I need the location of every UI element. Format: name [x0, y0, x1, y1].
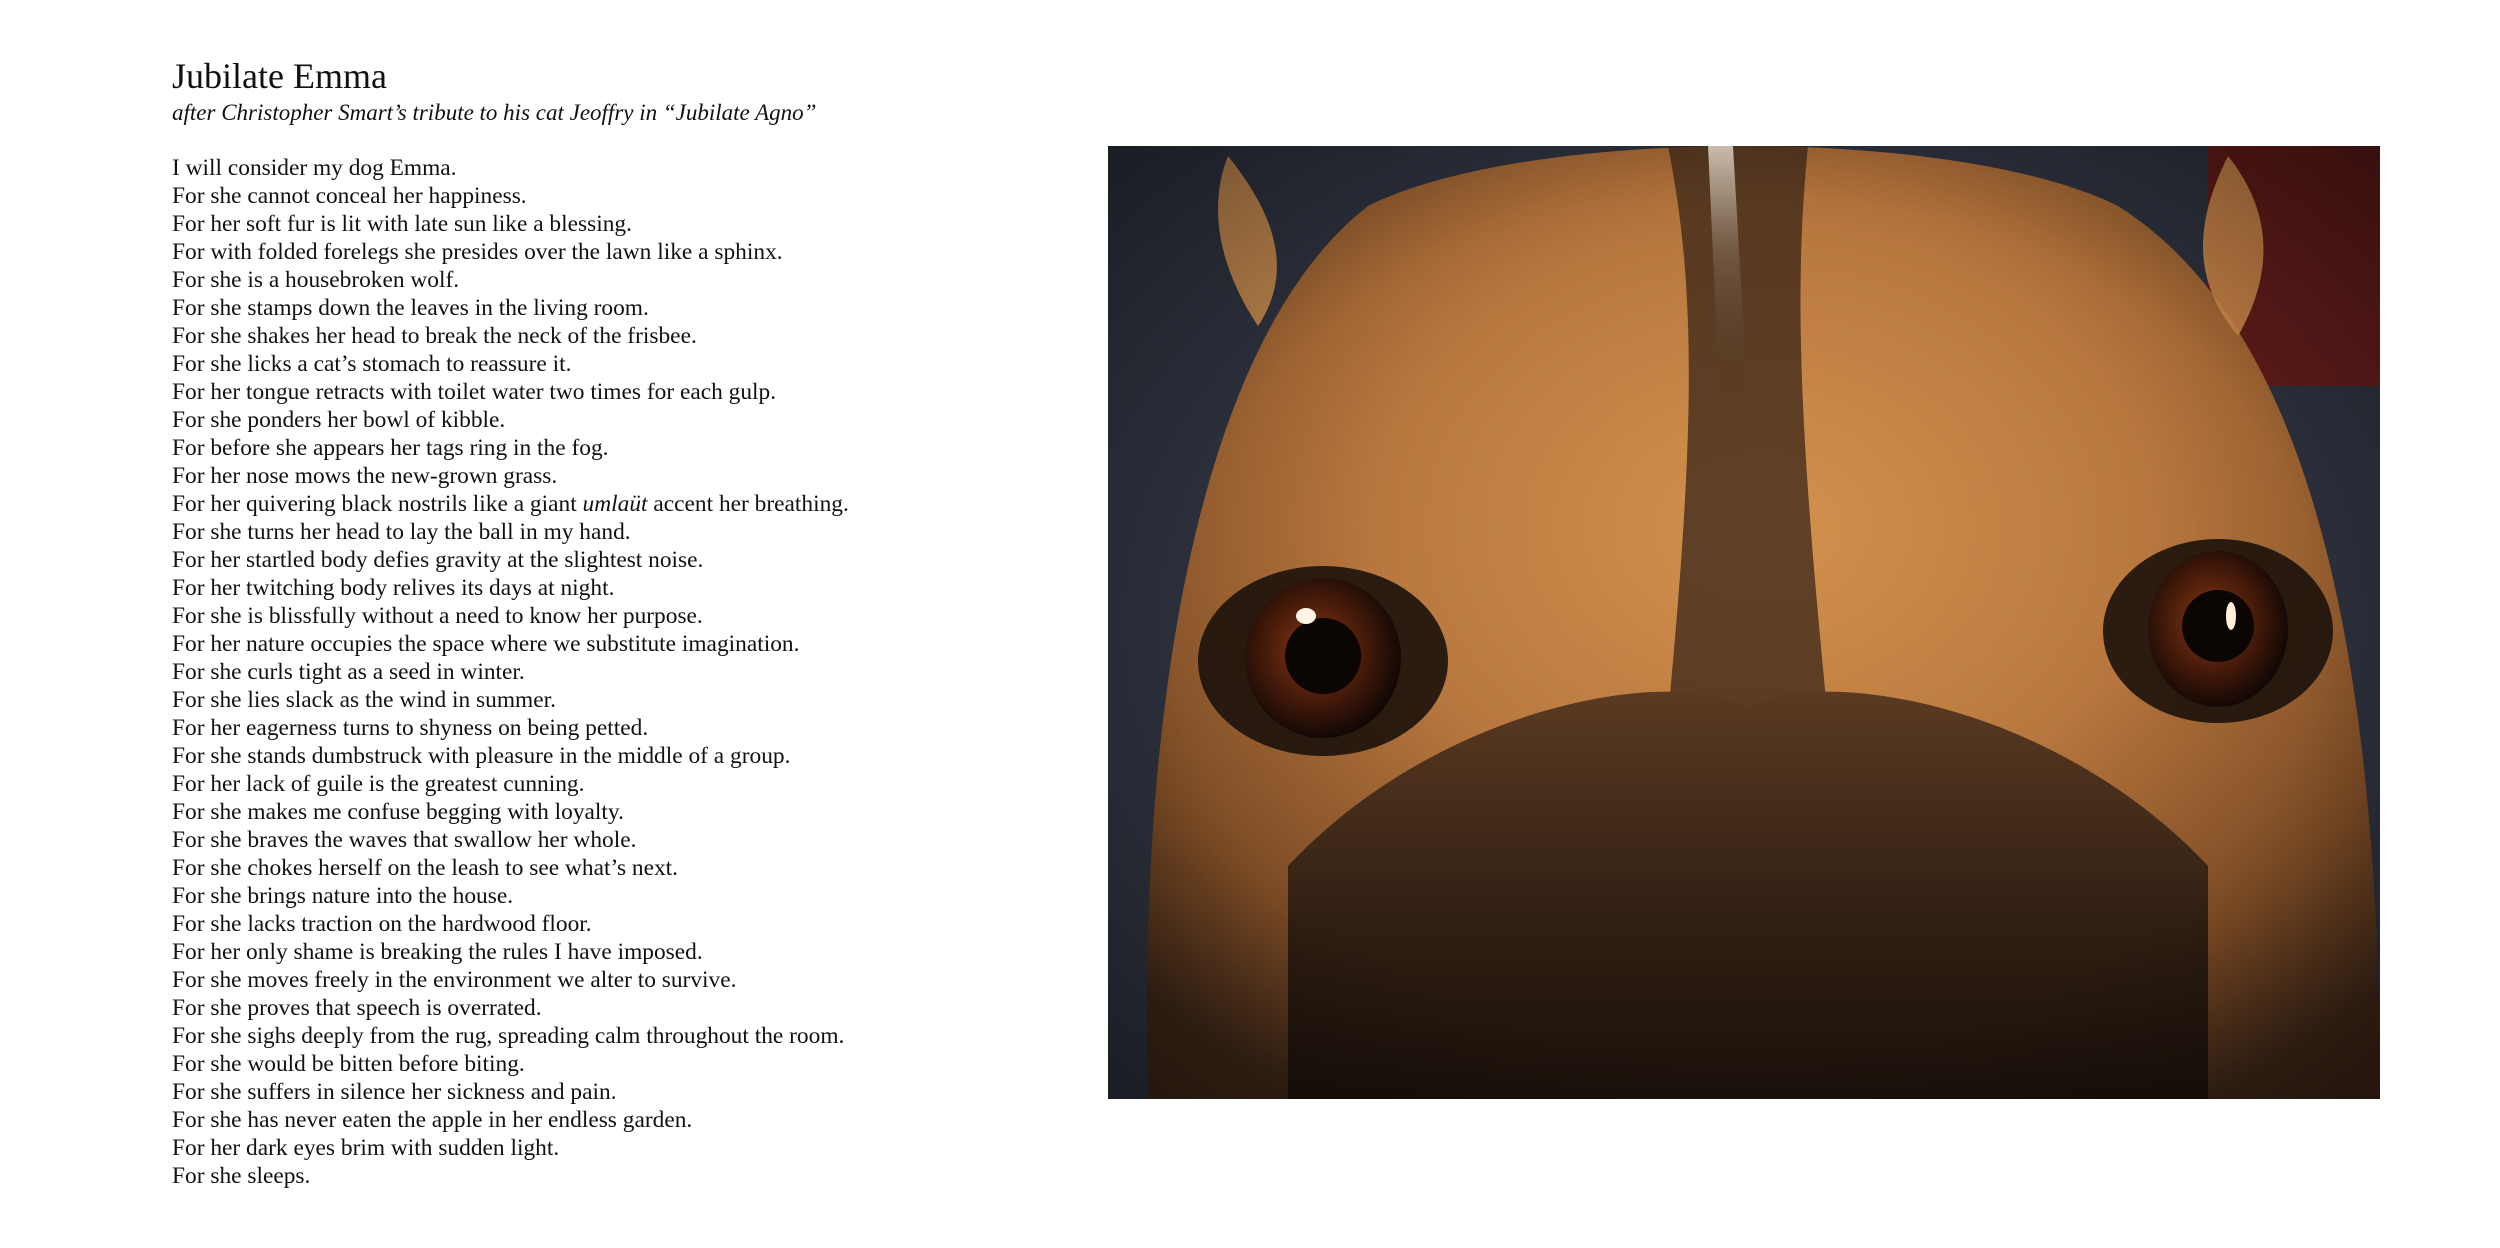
- poem-line: [172, 182, 1072, 210]
- poem-line: [172, 1106, 1072, 1134]
- poem: [172, 54, 1072, 1190]
- poem-line: [172, 686, 1072, 714]
- poem-line-text: accent her breathing.: [647, 491, 849, 517]
- poem-line: [172, 770, 1072, 798]
- poem-line-text: For she chokes herself on the leash to see what’s next.: [172, 855, 679, 881]
- poem-line-text: For she proves that speech is overrated.: [172, 995, 542, 1021]
- poem-line-text: For she ponders her bowl of kibble.: [172, 407, 506, 433]
- poem-line: [172, 1162, 1072, 1190]
- poem-line-text: For her nose mows the new-grown grass.: [172, 463, 558, 489]
- poem-line-text: For she sleeps.: [172, 1163, 311, 1189]
- poem-line: [172, 462, 1072, 490]
- poem-line-text: For her tongue retracts with toilet water two times for each gulp.: [172, 379, 777, 405]
- poem-line-text: I will consider my dog Emma.: [172, 155, 457, 181]
- poem-line-text: For she makes me confuse begging with loyalty.: [172, 799, 624, 825]
- poem-line: [172, 658, 1072, 686]
- poem-line: [172, 266, 1072, 294]
- poem-line: [172, 714, 1072, 742]
- poem-line: [172, 378, 1072, 406]
- poem-line: [172, 574, 1072, 602]
- poem-subtitle: after Christopher Smart’s tribute to his cat Jeoffry in “Jubilate Agno”: [172, 100, 817, 125]
- poem-line-text: For she has never eaten the apple in her endless garden.: [172, 1107, 693, 1133]
- poem-line-text: For her lack of guile is the greatest cunning.: [172, 771, 585, 797]
- poem-line-text: For she lacks traction on the hardwood floor.: [172, 911, 592, 937]
- poem-line-text: For with folded forelegs she presides over the lawn like a sphinx.: [172, 239, 783, 265]
- poem-line: [172, 210, 1072, 238]
- poem-line-text: For before she appears her tags ring in the fog.: [172, 435, 609, 461]
- poem-line-text: For her nature occupies the space where we substitute imagination.: [172, 631, 800, 657]
- poem-line-text: For she lies slack as the wind in summer.: [172, 687, 556, 713]
- poem-line: [172, 630, 1072, 658]
- poem-line-text: For she curls tight as a seed in winter.: [172, 659, 525, 685]
- poem-line: [172, 154, 1072, 182]
- poem-line: [172, 994, 1072, 1022]
- poem-line-text: For she braves the waves that swallow her whole.: [172, 827, 637, 853]
- poem-line-text: For her dark eyes brim with sudden light.: [172, 1135, 560, 1161]
- poem-line-text: For she moves freely in the environment we alter to survive.: [172, 967, 737, 993]
- poem-line-text: For her eagerness turns to shyness on being petted.: [172, 715, 649, 741]
- poem-line-text: For she would be bitten before biting.: [172, 1051, 525, 1077]
- poem-line-text: For her startled body defies gravity at the slightest noise.: [172, 547, 704, 573]
- poem-line-text: For she sighs deeply from the rug, spreading calm throughout the room.: [172, 1023, 845, 1049]
- poem-line-text: For her soft fur is lit with late sun like a blessing.: [172, 211, 632, 237]
- poem-line-text: For her quivering black nostrils like a giant: [172, 491, 583, 517]
- poem-line-text: For she is a housebroken wolf.: [172, 267, 460, 293]
- poem-line-text: For she brings nature into the house.: [172, 883, 514, 909]
- poem-line-text: For her only shame is breaking the rules I have imposed.: [172, 939, 703, 965]
- poem-line: [172, 1050, 1072, 1078]
- poem-line: [172, 826, 1072, 854]
- poem-line: [172, 1134, 1072, 1162]
- poem-line-text: For she stamps down the leaves in the living room.: [172, 295, 649, 321]
- poem-line: [172, 406, 1072, 434]
- poem-line: [172, 350, 1072, 378]
- poem-line-text: For she suffers in silence her sickness and pain.: [172, 1079, 617, 1105]
- poem-line-text: For she stands dumbstruck with pleasure in the middle of a group.: [172, 743, 791, 769]
- dog-face-image: [1108, 146, 2380, 1099]
- poem-line: [172, 854, 1072, 882]
- poem-line: [172, 238, 1072, 266]
- poem-line: [172, 294, 1072, 322]
- poem-title: Jubilate Emma: [172, 56, 387, 96]
- poem-line: [172, 322, 1072, 350]
- poem-line-text: For she licks a cat’s stomach to reassure it.: [172, 351, 572, 377]
- poem-line-text: For she turns her head to lay the ball in my hand.: [172, 519, 631, 545]
- poem-line: [172, 882, 1072, 910]
- poem-line-text: For her twitching body relives its days at night.: [172, 575, 615, 601]
- poem-line: [172, 602, 1072, 630]
- poem-line-text: For she is blissfully without a need to know her purpose.: [172, 603, 703, 629]
- poem-line: [172, 798, 1072, 826]
- poem-line: [172, 434, 1072, 462]
- poem-lines: [172, 154, 1072, 1190]
- poem-line: [172, 910, 1072, 938]
- poem-line: [172, 938, 1072, 966]
- poem-line: [172, 1078, 1072, 1106]
- poem-line-text: For she shakes her head to break the neck of the frisbee.: [172, 323, 697, 349]
- poem-line: [172, 966, 1072, 994]
- poem-line: [172, 490, 1072, 518]
- poem-line: [172, 742, 1072, 770]
- poem-line: [172, 1022, 1072, 1050]
- poem-line-text: For she cannot conceal her happiness.: [172, 183, 527, 209]
- dog-photo: [1108, 146, 2380, 1099]
- poem-line: [172, 518, 1072, 546]
- poem-line: [172, 546, 1072, 574]
- poem-line-emphasis: umlaüt: [582, 491, 648, 517]
